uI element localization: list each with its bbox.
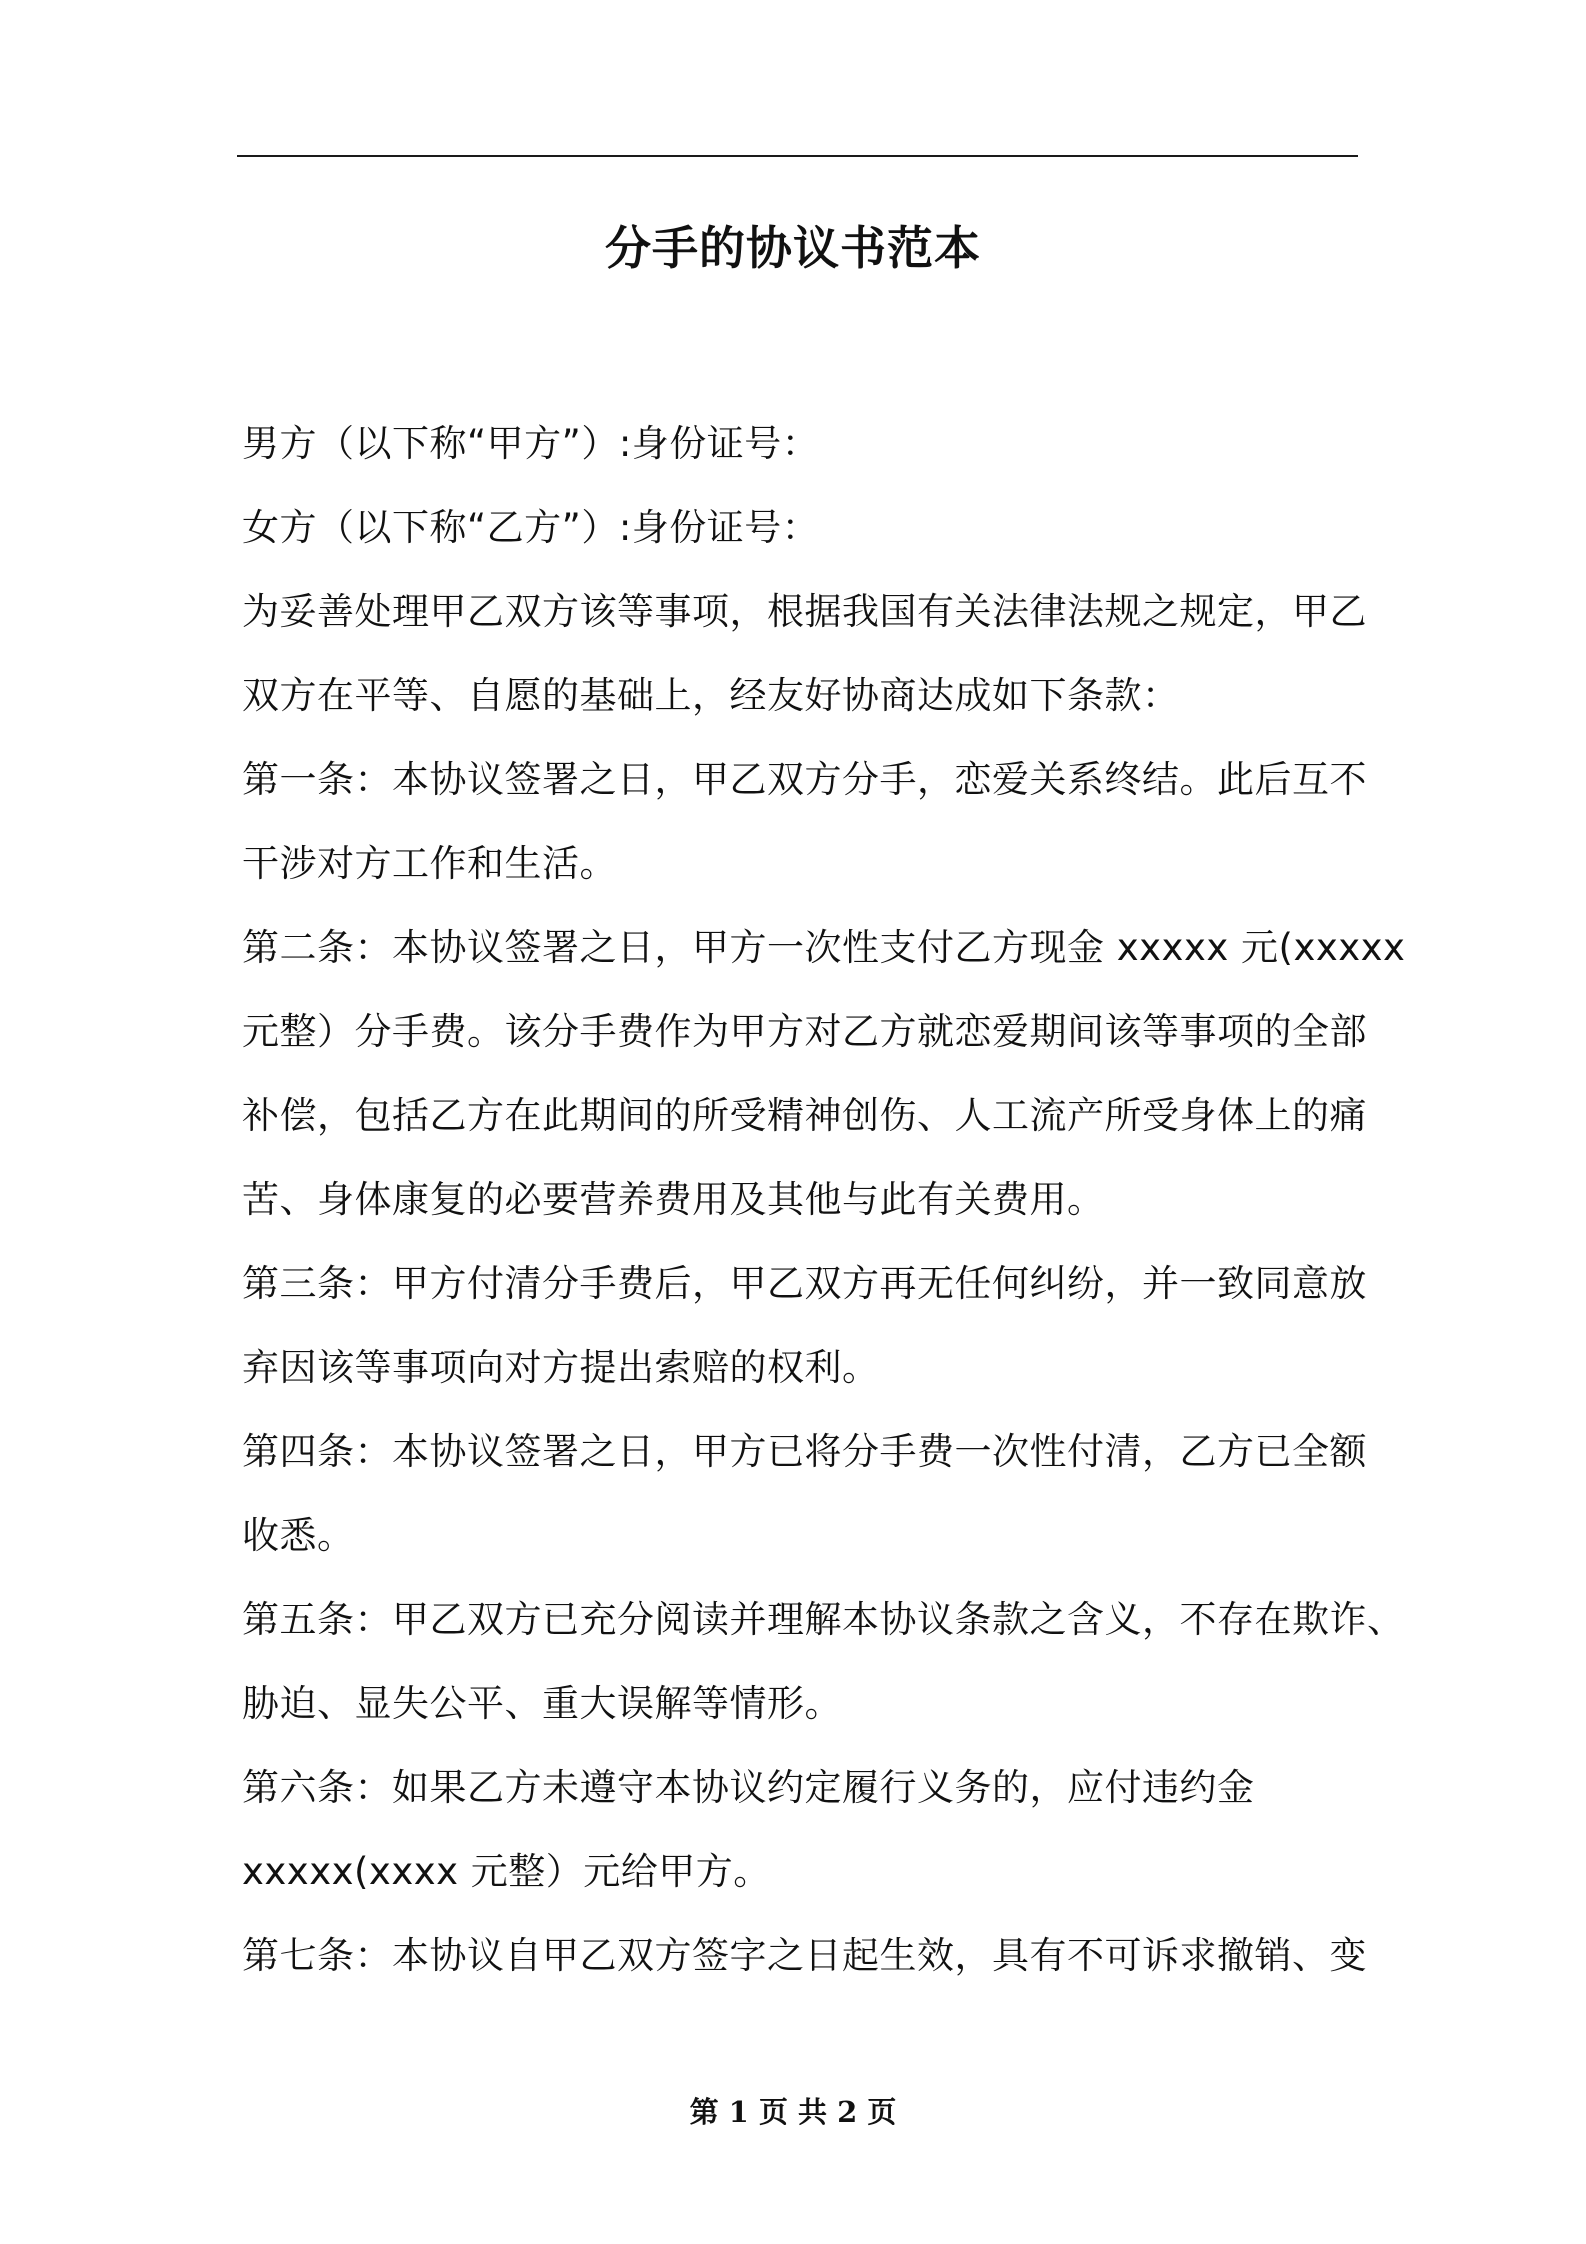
- clause-5-line: 第五条：甲乙双方已充分阅读并理解本协议条款之含义，不存在欺诈、: [242, 1598, 1405, 1641]
- clause-2-line: 苦、身体康复的必要营养费用及其他与此有关费用。: [242, 1178, 1105, 1221]
- clause-6-line: 第六条：如果乙方未遵守本协议约定履行义务的，应付违约金: [242, 1766, 1255, 1809]
- party-b-line: 女方（以下称“乙方”）:身份证号：: [242, 506, 820, 549]
- clause-4-line: 第四条：本协议签署之日，甲方已将分手费一次性付清，乙方已全额: [242, 1430, 1367, 1473]
- document-title: 分手的协议书范本: [605, 221, 981, 275]
- clause-7-line: 第七条：本协议自甲乙双方签字之日起生效，具有不可诉求撤销、变: [242, 1934, 1367, 1977]
- preamble-line: 为妥善处理甲乙双方该等事项，根据我国有关法律法规之规定，甲乙: [242, 590, 1367, 633]
- clause-6-line: xxxxx(xxxx 元整）元给甲方。: [242, 1850, 771, 1893]
- clause-2-line: 补偿，包括乙方在此期间的所受精神创伤、人工流产所受身体上的痛: [242, 1094, 1367, 1137]
- clause-5-line: 胁迫、显失公平、重大误解等情形。: [242, 1682, 842, 1725]
- party-a-line: 男方（以下称“甲方”）:身份证号：: [242, 422, 820, 465]
- page-footer: 第 1 页 共 2 页: [689, 2095, 897, 2129]
- preamble-line: 双方在平等、自愿的基础上，经友好协商达成如下条款：: [242, 674, 1180, 717]
- clause-3-line: 弃因该等事项向对方提出索赔的权利。: [242, 1346, 880, 1389]
- clause-1-line: 第一条：本协议签署之日，甲乙双方分手，恋爱关系终结。此后互不: [242, 758, 1367, 801]
- document-body: [242, 402, 1406, 1998]
- clause-3-line: 第三条：甲方付清分手费后，甲乙双方再无任何纠纷，并一致同意放: [242, 1262, 1367, 1305]
- clause-1-line: 干涉对方工作和生活。: [242, 842, 617, 885]
- clause-4-line: 收悉。: [242, 1514, 355, 1557]
- clause-2-line: 第二条：本协议签署之日，甲方一次性支付乙方现金 xxxxx 元(xxxxx: [242, 926, 1406, 969]
- clause-2-line: 元整）分手费。该分手费作为甲方对乙方就恋爱期间该等事项的全部: [242, 1010, 1367, 1053]
- header-divider: [237, 155, 1358, 157]
